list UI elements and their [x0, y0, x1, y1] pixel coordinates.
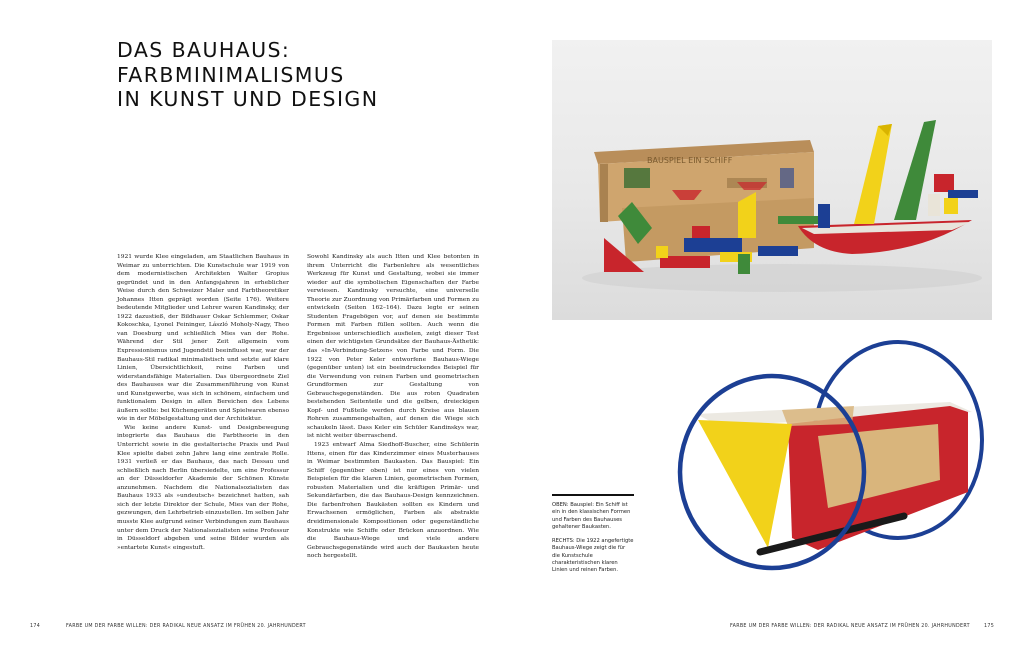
paragraph: Sowohl Kandinsky als auch Itten und Klee betonten in ihrem Unterricht die Farbenlehre als wesentliches Werkzeug für Kunst und Gestaltung, wobei sie immer wieder auf die symbolischen Eigenschaften der Farbe verwiesen. Kandinsky versuchte, eine universelle Theorie zur Zuordnung von Primärfarben und Formen zu entwickeln (Seiten 162–164). Dazu legte er seinen Studenten Fragebögen vor, auf denen sie bestimmte Formen mit Farben füllen sollten. Auch wenn die Ergebnisse unterschiedlich ausfielen, zeigt dieser Test einen der wichtigsten Grundsätze der Bauhaus-Ästhetik: das »In-Verbindung-Setzen« von Farbe und Form. Die 1922 von Peter Keler entworfene Bauhaus-Wiege (gegenüber unten) ist ein beeindruckendes Beispiel für die Verwendung von reinen Farben und geometrischen Grundformen zur Gestaltung von Gebrauchsgegenständen. Die aus roten Quadraten bestehenden Seitenteile und die gelben, dreieckigen Kopf- und Fußteile werden durch Kreise aus blauen Rohren zusammengehalten, auf denen die Wiege sich schaukeln lässt. Dass Keler ein Schüler Kandinskys war, ist nicht weiter überraschend.	[307, 254, 479, 440]
paragraph: 1923 entwarf Alma Siedhoff-Buscher, eine Schülerin Ittens, einen für das Kinderzimmer eines Musterhauses in Weimar bestimmten Baukasten. Das Bauspiel: Ein Schiff (gegenüber oben) ist nur eines von vielen Beispielen für die klaren Linien, geometrischen Formen, robusten Materialien und die kräftigen Primär- und Sekundärfarben, die das Bauhaus-Design kennzeichnen. Die farbenfrohen Baukästen sollten es Kindern und Erwachsenen ermöglichen, Farben als abstrakte dreidimensionale Kompositionen oder gegenständliche Konstrukte wie Schiffe oder Brücken anzuordnen. Wie die Bauhaus-Wiege und viele andere Gebrauchsgegenstände wird auch der Baukasten heute noch hergestellt.	[307, 442, 479, 560]
page-number-left: 174	[30, 624, 41, 629]
paragraph: Wie keine andere Kunst- und Designbewegung integrierte das Bauhaus die Farbtheorie in den Unterricht sowie in die gestalterische Praxis und Paul Klee spielte dabei zehn Jahre lang eine zentrale Rolle. 1931 verließ er das Bauhaus, das nach Dessau und schließlich nach Berlin übersiedelte, um eine Professur an der Düsseldorfer Akademie der Schönen Künste anzunehmen. Nachdem die Nationalsozialisten das Bauhaus 1933 als »undeutsch« bezeichnet hatten, sah sich der letzte Direktor der Schule, Mies van der Rohe, gezwungen, den Lehrbetrieb einzustellen. Im selben Jahr musste Klee aufgrund seiner Verbindungen zum Bauhaus unter dem Druck der Nationalsozialisten seine Professur in Düsseldorf abgeben und seine Bilder wurden als »entartete Kunst« eingestuft.	[117, 424, 289, 551]
block-blue	[948, 190, 978, 198]
running-footer-right: FARBE UM DER FARBE WILLEN: DER RADIKAL NEUE ANSATZ IM FRÜHEN 20. JAHRHUNDERT	[730, 624, 970, 629]
caption-right: RECHTS: Die 1922 angefertigte Bauhaus-Wiege zeigt die für die Kunstschule charakteristischen klaren Linien und reinen Farben.	[552, 538, 634, 574]
running-footer-left: FARBE UM DER FARBE WILLEN: DER RADIKAL NEUE ANSATZ IM FRÜHEN 20. JAHRHUNDERT	[66, 624, 306, 629]
block-yellow	[944, 198, 958, 214]
title-line-1: DAS BAUHAUS:	[117, 38, 291, 62]
photo-bauhaus-wiege	[668, 340, 998, 580]
page-number-right: 175	[984, 624, 995, 629]
shadow	[582, 264, 982, 292]
box-label: BAUSPIEL EIN SCHIFF	[647, 156, 733, 165]
photo-bauspiel-ein-schiff	[552, 40, 992, 320]
image-caption	[552, 494, 634, 582]
cradle-end-yellow	[698, 420, 792, 548]
title-line-3: IN KUNST UND DESIGN	[117, 87, 379, 111]
body-column-right	[307, 253, 479, 561]
paragraph: 1921 wurde Klee eingeladen, am Staatlichen Bauhaus in Weimar zu unterrichten. Die Kunstschule war 1919 von dem modernistischen Architekten Walter Gropius gegründet und in den Anfangsjahren in erheblicher Weise durch den Schweizer Maler und Farbtheoretiker Johannes Itten geprägt worden (Seite 176). Weitere bedeutende Mitglieder und Lehrer waren Kandinsky, der 1922 dazustieß, der Bildhauer Oskar Schlemmer, Oskar Kokoschka, Lyonel Feininger, László Moholy-Nagy, Theo van Doesburg und schließlich Mies van der Rohe. Während der Stil jener Zeit allgemein vom Expressionismus und Jugendstil beeinflusst war, war der Bauhaus-Stil radikal minimalistisch und setzte auf klare Linien, Übersichtlichkeit, reine Farben und widerstandsfähige Materialien. Das übergeordnete Ziel des Bauhauses war die Zusammenführung von Kunst und Kunstgewerbe, was sich in schönem, einfachem und funktionalem Design in allen Bereichen des Lebens äußern sollte: bei Küchengeräten und Spielwaren ebenso wie in der Möbelgestaltung und der Architektur.	[117, 254, 289, 423]
cradle-illustration	[668, 340, 998, 580]
title-line-2: FARBMINIMALISMUS	[117, 62, 345, 87]
block-blue-bar	[684, 238, 742, 252]
bauspiel-illustration	[552, 40, 992, 320]
page-title	[117, 38, 497, 112]
caption-top: OBEN: Bauspiel: Ein Schiff ist ein in den klassischen Formen und Farben des Bauhauses gehaltener Baukasten.	[552, 502, 631, 530]
body-column-left	[117, 253, 289, 552]
ship-sail-yellow	[854, 124, 892, 224]
block-red	[934, 174, 954, 192]
